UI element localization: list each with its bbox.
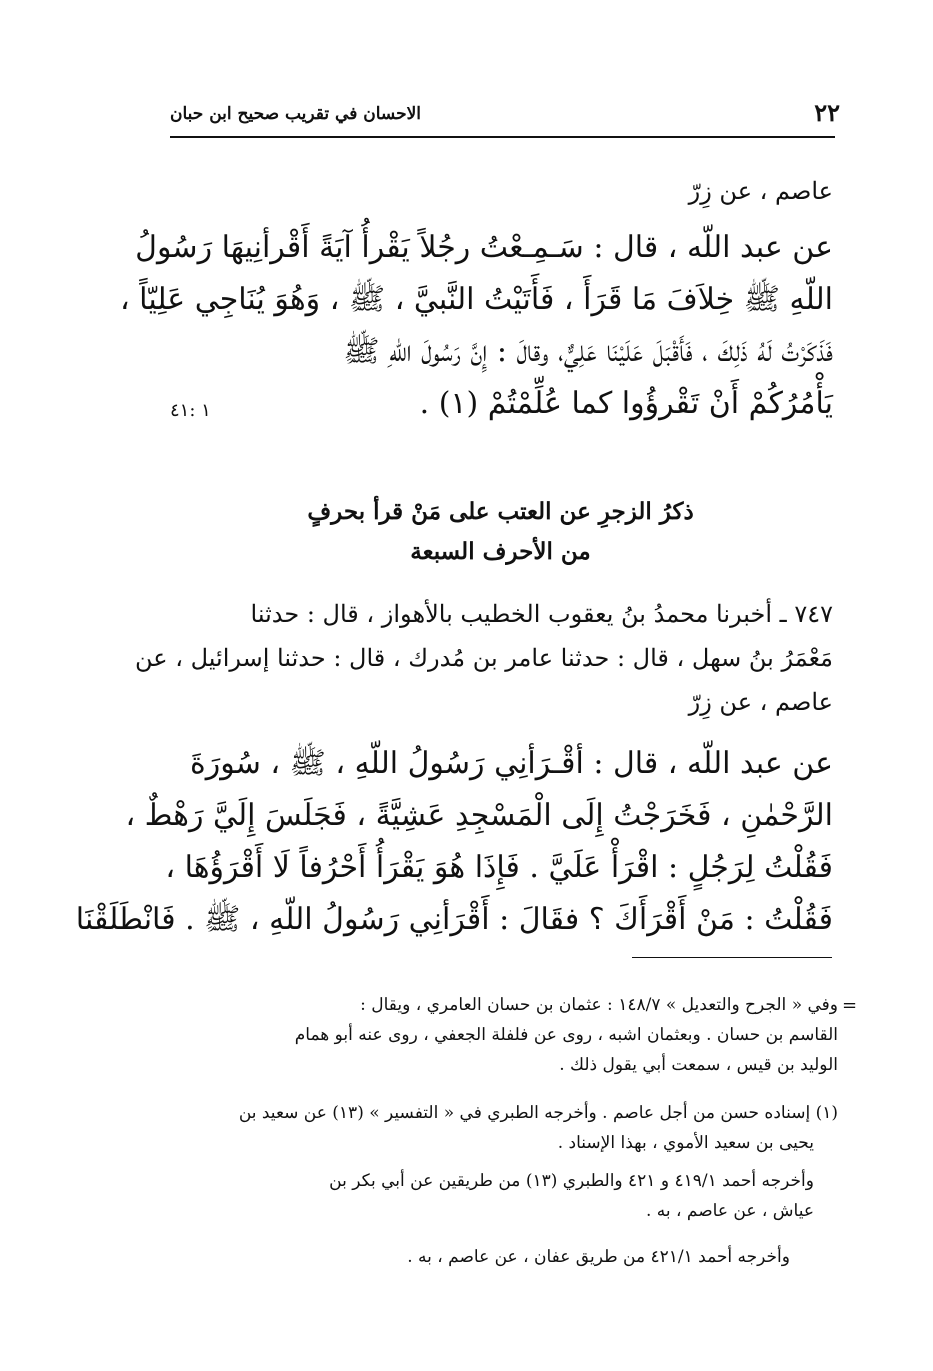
footnote-line: عياش ، عن عاصم ، به . — [645, 1201, 814, 1221]
running-title: الاحسان في تقريب صحيح ابن حبان — [170, 104, 421, 124]
text-line: فَقُلْتُ لِرَجُلٍ : اقْرَأْ عَلَيَّ . فَإِذَا هُوَ يَقْرَأُ أَحْرُفاً لَا أَقْرَؤُهَا ، — [165, 850, 833, 885]
footnote-continuation-mark: = — [842, 995, 858, 1016]
footnote-line: وأخرجه أحمد ٤٢١/١ من طريق عفان ، عن عاصم ، به . — [407, 1247, 790, 1267]
footnote-line: القاسم بن حسان . وبعثمان اشبه ، روى عن فلفلة الجعفي ، روى عنه أبو همام — [294, 1025, 838, 1045]
text-line: عن عبد اللّه ، قال : سَـمِـعْتُ رجُلاً يَقْرأُ آيَةً أَقْرأنِيهَا رَسُولُ — [135, 230, 833, 265]
paragraph-isnad-end — [168, 168, 833, 214]
text-line: عاصم ، عن زِرّ — [688, 177, 833, 205]
header-rule — [170, 136, 835, 138]
footnote-line: الوليد بن قيس ، سمعت أبي يقول ذلك . — [559, 1055, 838, 1075]
heading-line: من الأحرف السبعة — [410, 538, 591, 565]
footnote-line: وفي « الجرح والتعديل » ١٤٨/٧ : عثمان بن حسان العامري ، ويقال : — [360, 995, 838, 1015]
paragraph-hadith-matn — [119, 222, 833, 430]
footnote-1-continued — [178, 1242, 838, 1272]
cross-reference-mark: ١ :٤١ — [170, 400, 211, 421]
footnote-line: (١) إسناده حسن من أجل عاصم . وأخرجه الطبري في « التفسير » (١٣) عن سعيد بن — [238, 1103, 838, 1123]
section-heading — [168, 492, 833, 572]
footnote-line: يحيى بن سعيد الأموي ، بهذا الإسناد . — [557, 1133, 814, 1153]
text-line: فَذَكَرْتُ لَهُ ذَلِكَ ، فَأَقْبَلَ عَلَيْنَا عَلِيٌّ، وقالَ : إِنَّ رَسُولَ اللّهِ ﷺ — [343, 334, 833, 369]
page-number: ٢٢ — [814, 98, 840, 127]
footnote-1 — [178, 1098, 838, 1158]
text-line: فَقُلْتُ : مَنْ أَقْرَأَكَ ؟ فقَالَ : أَقْرَأنِي رَسُولُ اللّهِ ، ﷺ . فَانْطَلَقْنَا — [75, 902, 833, 937]
footnote-1-continued — [178, 1166, 838, 1226]
text-line: الرَّحْمٰنِ ، فَخَرَجْتُ إِلَى الْمَسْجِدِ عَشِيَّةً ، فَجَلَسَ إِلَيَّ رَهْطٌ ، — [125, 798, 833, 833]
heading-line: ذكرُ الزجرِ عن العتب على مَنْ قرأ بحرفٍ — [307, 498, 694, 525]
footnote-continued — [178, 990, 838, 1080]
text-line: يَأْمُرُكُمْ أَنْ تَقْرؤُوا كما عُلِّمْتُمْ (١) . — [419, 386, 833, 421]
text-line: ٧٤٧ ـ أخبرنا محمدُ بنُ يعقوب الخطيب بالأهواز ، قال : حدثنا — [250, 600, 833, 628]
text-line: عن عبد اللّه ، قال : أقْـرَأنِي رَسُولُ اللّهِ ، ﷺ ، سُورَةَ — [190, 746, 833, 781]
text-line: عاصم ، عن زِرّ — [688, 688, 833, 716]
text-line: مَعْمَرُ بنُ سهل ، قال : حدثنا عامر بن مُدرك ، قال : حدثنا إسرائيل ، عن — [135, 644, 833, 672]
footnote-line: وأخرجه أحمد ٤١٩/١ و ٤٢١ والطبري (١٣) من طريقين عن أبي بكر بن — [329, 1171, 814, 1191]
text-line: اللّهِ ﷺ خِلاَفَ مَا قَرَأَ ، فَأَتَيْتُ النَّبيَّ ، ﷺ ، وَهُوَ يُنَاجِي عَلِيّاً ، — [119, 282, 833, 317]
paragraph-hadith-747-matn — [75, 738, 833, 946]
footnote-separator — [632, 957, 832, 958]
paragraph-hadith-747-isnad — [135, 592, 833, 724]
